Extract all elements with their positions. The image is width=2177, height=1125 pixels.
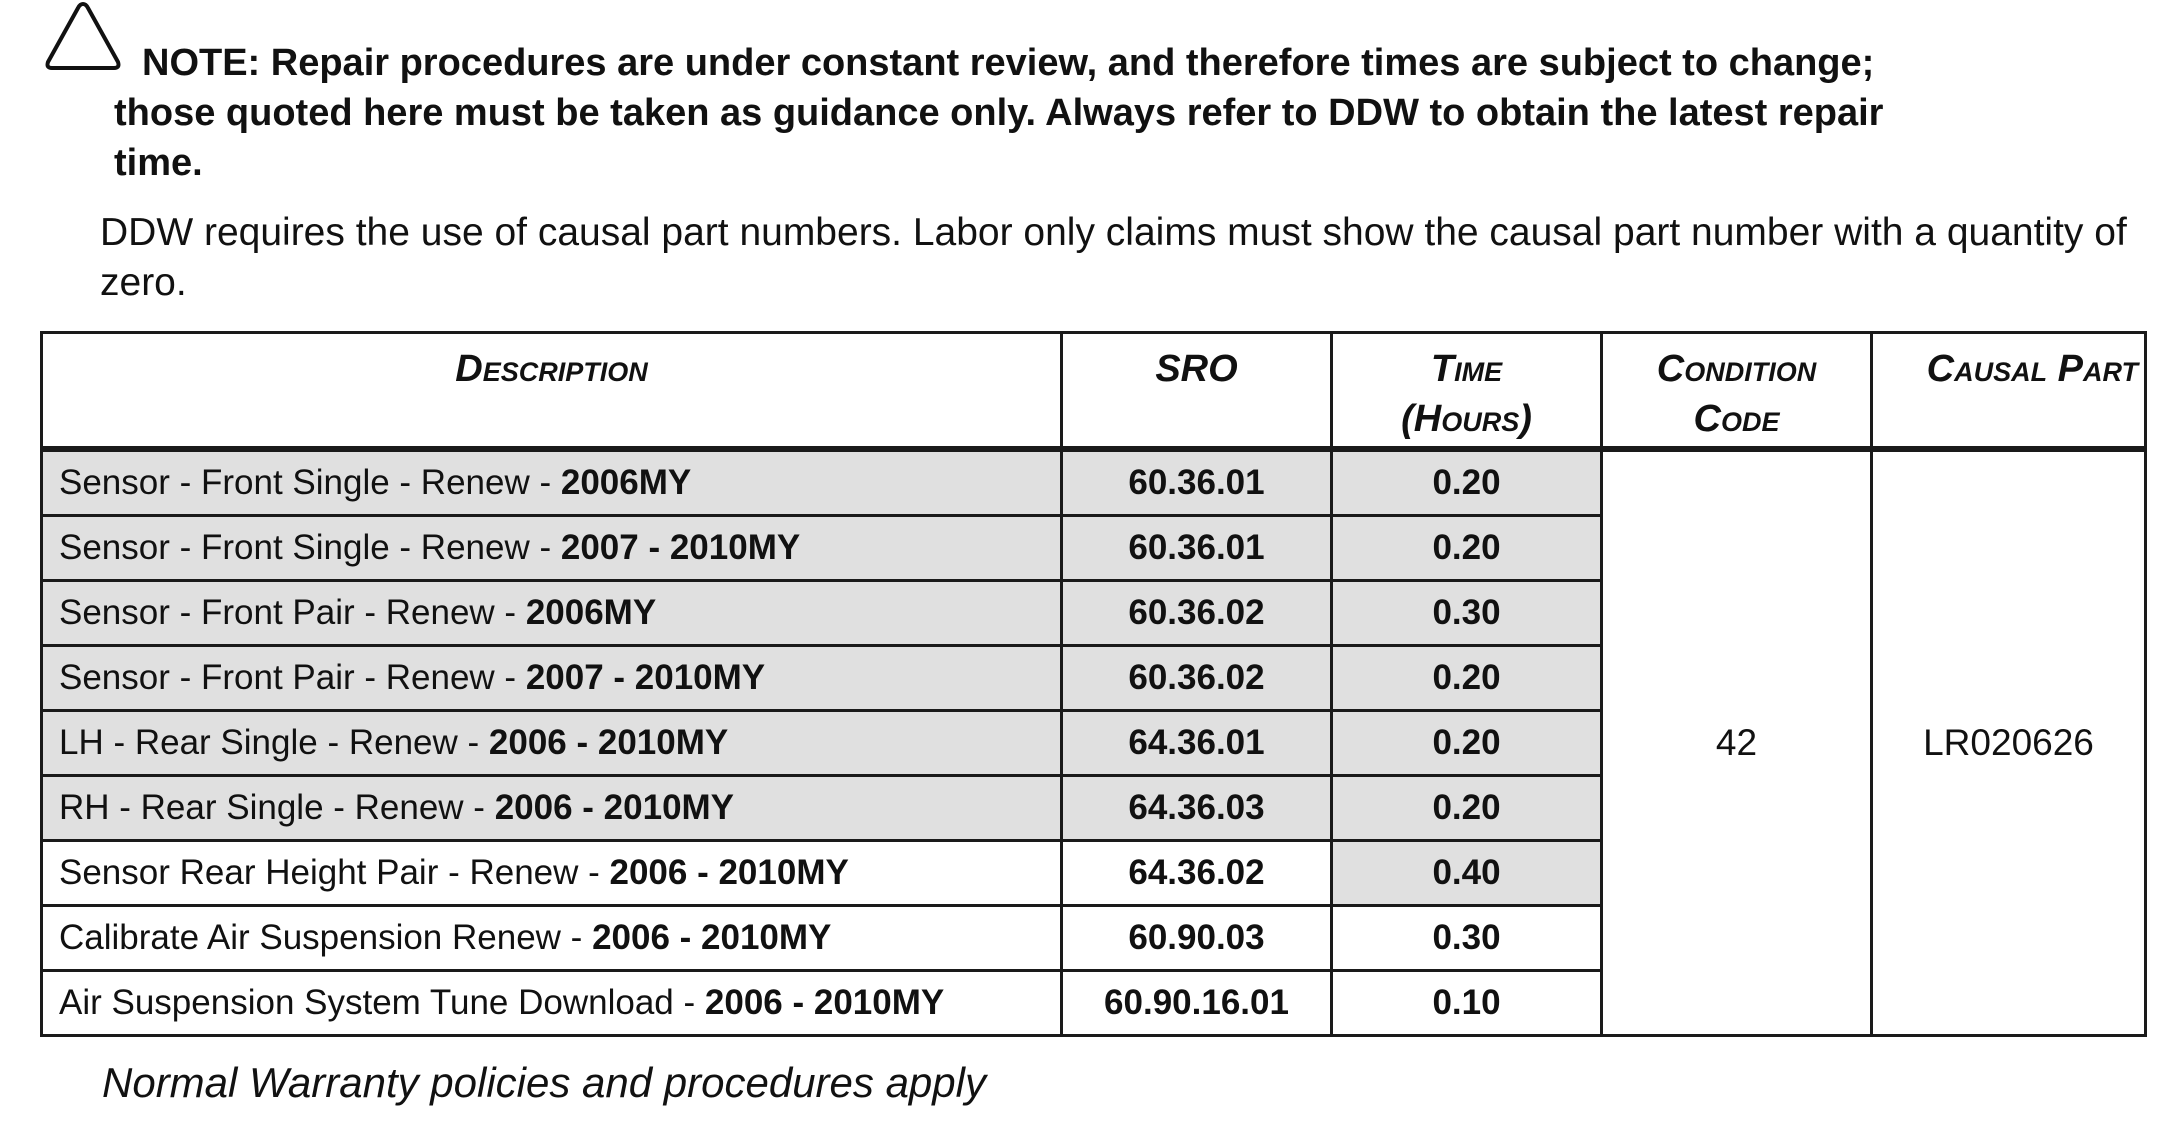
warning-triangle-icon [44,0,122,74]
row-description [42,710,1062,775]
description-text: Sensor - Front Pair - Renew - [59,592,526,632]
model-years: 2007 - 2010MY [525,657,766,697]
header-condition-code [1602,333,1872,449]
model-years: 2006MY [525,592,657,632]
description-text: Sensor - Front Single - Renew - [59,527,561,567]
model-years: 2006 - 2010MY [494,787,735,827]
row-description [42,449,1062,516]
model-years: 2006 - 2010MY [609,852,849,892]
row-sro: 60.90.03 [1062,905,1332,970]
row-description [42,515,1062,580]
description-text: Sensor - Front Pair - Renew - [59,657,526,697]
causal-part-instruction: DDW requires the use of causal part numbers. Labor only claims must show the causal part number with a quantity of zero. [100,211,2127,304]
row-time: 0.20 [1332,515,1602,580]
row-description [42,775,1062,840]
description-text: Calibrate Air Suspension Renew - [59,917,593,957]
table-row [42,449,2146,516]
row-sro: 60.36.01 [1062,449,1332,516]
row-sro: 60.90.16.01 [1062,970,1332,1035]
row-time: 0.30 [1332,580,1602,645]
row-time: 0.20 [1332,645,1602,710]
header-time-line2: (Hours) [1401,398,1532,440]
row-description [42,970,1062,1035]
row-time: 0.20 [1332,775,1602,840]
row-sro: 64.36.01 [1062,710,1332,775]
header-time [1332,333,1602,449]
model-years: 2006 - 2010MY [488,722,729,762]
description-text: Air Suspension System Tune Download - [59,982,705,1022]
note-line-3: time. [114,142,203,184]
model-years: 2006 - 2010MY [592,917,832,957]
model-years: 2006MY [560,462,692,502]
note-line-2: those quoted here must be taken as guidance only. Always refer to DDW to obtain the latest repair [114,92,1884,134]
row-sro: 60.36.02 [1062,645,1332,710]
row-time: 0.30 [1332,905,1602,970]
description-text: RH - Rear Single - Renew - [59,787,495,827]
note-line-1: NOTE: Repair procedures are under constant review, and therefore times are subject to change; [142,42,1875,84]
description-text: Sensor - Front Single - Renew - [59,462,561,502]
header-time-line1: Time [1430,348,1503,390]
row-description [42,645,1062,710]
description-text: LH - Rear Single - Renew - [59,722,489,762]
table-header-row [42,333,2146,449]
row-description [42,905,1062,970]
row-time: 0.10 [1332,970,1602,1035]
row-sro: 64.36.03 [1062,775,1332,840]
row-sro: 60.36.01 [1062,515,1332,580]
row-sro: 60.36.02 [1062,580,1332,645]
condition-code-cell: 42 [1602,449,1872,1036]
description-text: Sensor Rear Height Pair - Renew - [59,852,610,892]
repair-times-table-container [40,331,2144,1037]
header-sro: SRO [1062,333,1332,449]
row-description [42,840,1062,905]
row-time: 0.20 [1332,710,1602,775]
header-description: Description [42,333,1062,449]
model-years: 2007 - 2010MY [560,527,801,567]
header-causal-part: Causal Part [1872,333,2146,449]
model-years: 2006 - 2010MY [704,982,945,1022]
header-condition-line1: Condition [1656,348,1817,390]
row-time: 0.40 [1332,840,1602,905]
row-time: 0.20 [1332,449,1602,516]
repair-times-table [40,331,2147,1037]
row-sro: 64.36.02 [1062,840,1332,905]
repair-time-note [114,38,2114,188]
header-condition-line2: Code [1693,398,1780,440]
causal-part-cell: LR020626 [1872,449,2146,1036]
row-description [42,580,1062,645]
warranty-footnote: Normal Warranty policies and procedures apply [102,1059,986,1106]
